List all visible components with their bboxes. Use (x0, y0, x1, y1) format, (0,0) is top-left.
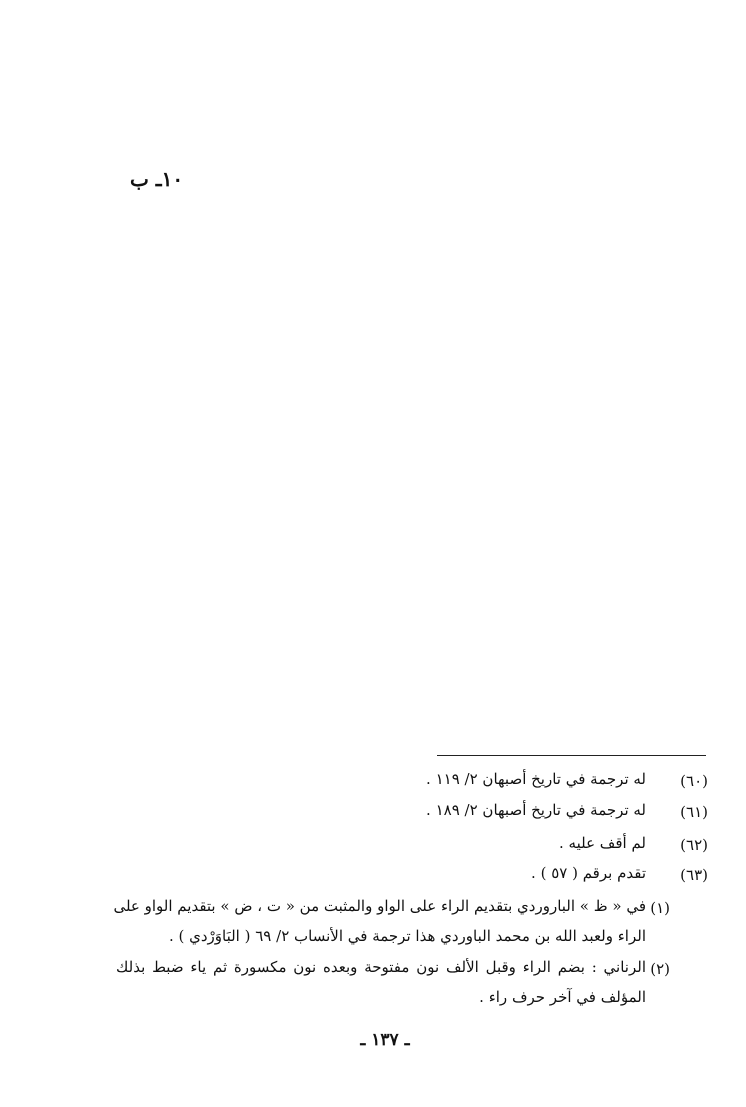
footnote-text: له ترجمة في تاريخ أصبهان ٢/ ١٨٩ . (426, 801, 646, 819)
footnote-text: الراء ولعبد الله بن محمد الباوردي هذا ترجمة في الأنساب ٢/ ٦٩ ( البَاوَرْدي ) . (168, 927, 646, 945)
footnote-text: له ترجمة في تاريخ أصبهان ٢/ ١١٩ . (426, 770, 646, 788)
footnote-number: (٢) (650, 960, 670, 978)
footnote-number: (١) (650, 899, 670, 917)
margin-folio-note: ١٠ـ ب (130, 167, 184, 191)
footnote-number: (٦٢) (680, 836, 708, 854)
footnote-text: لم أقف عليه . (559, 834, 646, 852)
footnote-text: في « ظ » الباروردي بتقديم الراء على الواو والمثبت من « ت ، ض » بتقديم الواو على (113, 897, 646, 915)
footnote-separator (437, 755, 706, 756)
footnote-number: (٦١) (680, 803, 708, 821)
footnote-text: المؤلف في آخر حرف راء . (479, 988, 646, 1006)
footnote-text: تقدم برقم ( ٥٧ ) . (531, 864, 646, 882)
footnote-number: (٦٣) (680, 866, 708, 884)
footnote-number: (٦٠) (680, 772, 708, 790)
page-number: ـ ١٣٧ ـ (360, 1030, 410, 1050)
footnote-text: الرناني : بضم الراء وقبل الألف نون مفتوحة وبعده نون مكسورة ثم ياء ضبط بذلك (116, 958, 646, 976)
